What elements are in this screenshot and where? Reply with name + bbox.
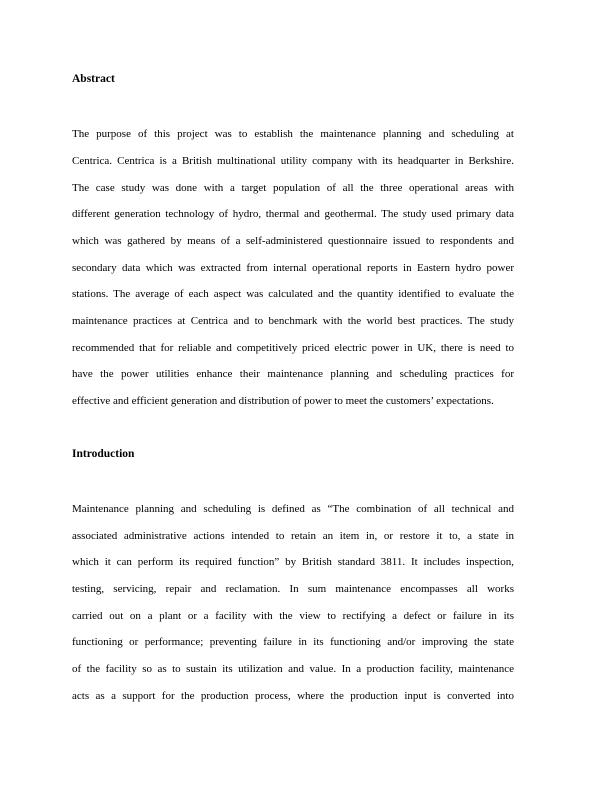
abstract-line: recommended that for reliable and competitively priced electric power in UK, there is need to <box>72 342 514 354</box>
abstract-line: have the power utilities enhance their maintenance planning and scheduling practices for <box>72 368 514 380</box>
introduction-line: carried out on a plant or a facility with the view to rectifying a defect or failure in its <box>72 610 514 622</box>
abstract-line: effective and efficient generation and distribution of power to meet the customers’ expectations. <box>72 395 494 407</box>
abstract-line: different generation technology of hydro, thermal and geothermal. The study used primary data <box>72 208 514 220</box>
introduction-line: of the facility so as to sustain its utilization and value. In a production facility, maintenance <box>72 663 514 675</box>
abstract-line: The purpose of this project was to establish the maintenance planning and scheduling at <box>72 128 514 140</box>
abstract-heading: Abstract <box>72 73 115 85</box>
introduction-line: acts as a support for the production process, where the production input is converted into <box>72 690 514 702</box>
abstract-line: which was gathered by means of a self-administered questionnaire issued to respondents and <box>72 235 514 247</box>
abstract-line: The case study was done with a target population of all the three operational areas with <box>72 182 514 194</box>
abstract-line: stations. The average of each aspect was calculated and the quantity identified to evaluate the <box>72 288 514 300</box>
introduction-line: associated administrative actions intended to retain an item in, or restore it to, a state in <box>72 530 514 542</box>
abstract-line: Centrica. Centrica is a British multinational utility company with its headquarter in Berkshire. <box>72 155 514 167</box>
introduction-line: which it can perform its required function” by British standard 3811. It includes inspection, <box>72 556 514 568</box>
abstract-line: secondary data which was extracted from internal operational reports in Eastern hydro power <box>72 262 514 274</box>
introduction-heading: Introduction <box>72 448 135 460</box>
introduction-line: testing, servicing, repair and reclamation. In sum maintenance encompasses all works <box>72 583 514 595</box>
abstract-line: maintenance practices at Centrica and to benchmark with the world best practices. The study <box>72 315 514 327</box>
introduction-line: functioning or performance; preventing failure in its functioning and/or improving the state <box>72 636 514 648</box>
introduction-line: Maintenance planning and scheduling is defined as “The combination of all technical and <box>72 503 514 515</box>
